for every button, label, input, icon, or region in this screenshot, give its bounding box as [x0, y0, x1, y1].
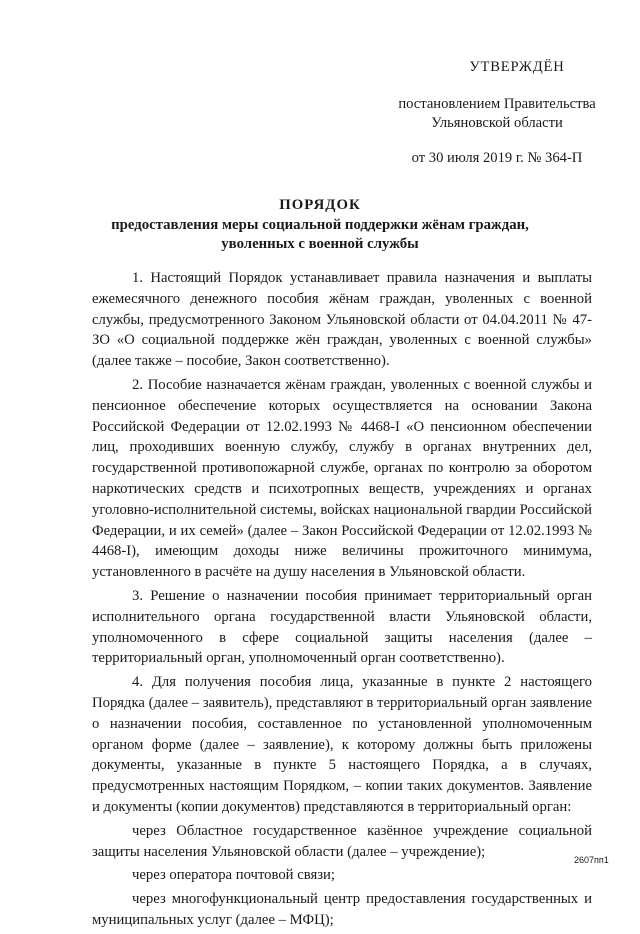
- approval-stamp: [392, 58, 602, 168]
- approval-status: УТВЕРЖДЁН: [469, 59, 565, 75]
- paragraph-4-item-2: через оператора почтовой связи;: [132, 867, 335, 884]
- paragraph-4: 4. Для получения пособия лица, указанные в пункте 2 настоящего Порядка (далее – заявитель), представляют в территориальный орган заявление о назначении пособия, составленное по установленной уполномоченным органом форме (далее – заявление), к которому должны быть приложены документы, указанные в пункте 5 настоящего Порядка, а в случаях, предусмотренных настоящим Порядком, – копии таких документов. Заявление и документы (копии документов) представляются в территориальный орган:: [92, 674, 592, 815]
- approval-date-number: от 30 июля 2019 г. № 364-П: [411, 150, 583, 166]
- document-title: [0, 196, 640, 255]
- document-body: [92, 268, 592, 934]
- paragraph-4-item-1: через Областное государственное казённое учреждение социальной защиты населения Ульяновской области (далее – учреждение);: [92, 822, 592, 860]
- paragraph-3: 3. Решение о назначении пособия принимает территориальный орган исполнительного органа государственной власти Ульяновской области, уполномоченного в сфере социальной защиты населения (далее – территориальный орган, уполномоченный орган соответственно).: [92, 587, 592, 667]
- title-subtitle-line-1: предоставления меры социальной поддержки жёнам граждан,: [111, 216, 529, 233]
- approval-line-1: постановлением Правительства: [398, 96, 596, 112]
- paragraph-2: 2. Пособие назначается жёнам граждан, уволенных с военной службы и пенсионное обеспечение которых осуществляется на основании Закона Российской Федерации от 12.02.1993 № 4468-I «О пенсионном обеспечении лиц, проходивших военную службу, службу в органах внутренних дел, государственной противопожарной службе, органах по контролю за оборотом наркотических средств и психотропных веществ, учреждениях и органах уголовно-исполнительной системы, войсках национальной гвардии Российской Федерации, и их семей» (далее – Закон Российской Федерации от 12.02.1993 № 4468-I), имеющим доходы ниже величины прожиточного минимума, установленного в расчёте на душу населения в Ульяновской области.: [92, 376, 592, 581]
- paragraph-4-item-3: через многофункциональный центр предоставления государственных и муниципальных услуг (далее – МФЦ);: [92, 891, 592, 928]
- page-code: 2607пп1: [574, 855, 609, 865]
- paragraph-1: 1. Настоящий Порядок устанавливает правила назначения и выплаты ежемесячного денежного пособия жёнам граждан, уволенных с военной службы, предусмотренного Законом Ульяновской области от 04.04.2011 № 47-ЗО «О социальной поддержке жён граждан, уволенных с военной службы» (далее также – пособие, Закон соответственно).: [92, 270, 592, 370]
- approval-line-2: Ульяновской области: [431, 115, 563, 131]
- title-subtitle-line-2: уволенных с военной службы: [221, 236, 419, 252]
- title-heading: ПОРЯДОК: [279, 197, 361, 213]
